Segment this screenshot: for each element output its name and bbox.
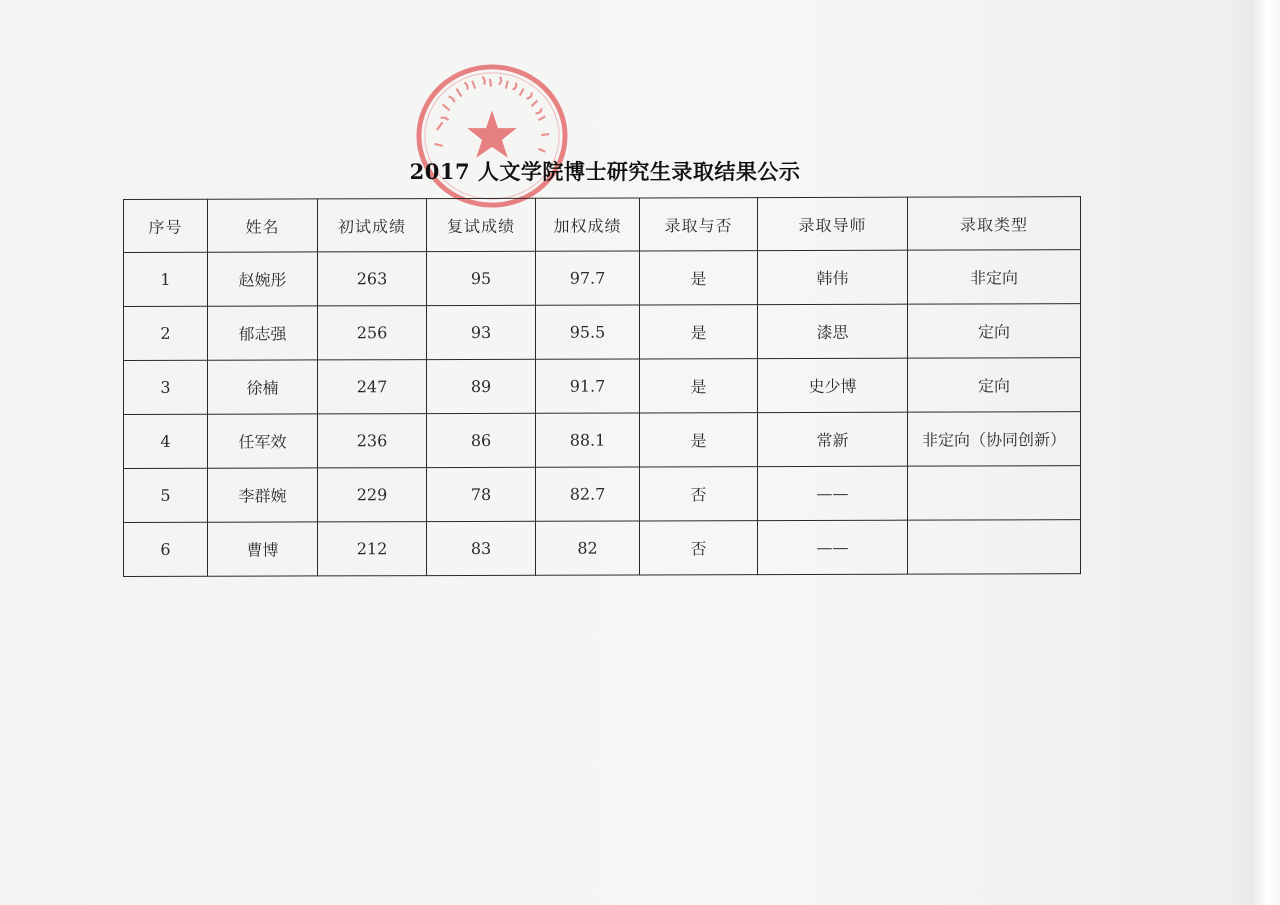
cell-admitted: 否 [640,521,758,575]
cell-initial-score: 212 [318,522,427,576]
header-supervisor: 录取导师 [758,197,908,250]
table-row [124,466,1081,523]
cell-supervisor: 常新 [758,412,908,466]
cell-index: 3 [124,360,208,414]
cell-weighted-score: 97.7 [536,251,640,305]
cell-initial-score: 256 [318,306,427,360]
table-row [124,358,1081,415]
cell-index: 2 [124,306,208,360]
cell-retest-score: 78 [427,467,536,521]
cell-supervisor: 韩伟 [758,250,908,304]
admission-results-table [123,196,1081,577]
paper-edge [1252,0,1280,905]
cell-admitted: 是 [640,305,758,359]
cell-supervisor: 史少博 [758,358,908,412]
cell-initial-score: 247 [318,360,427,414]
header-admission-type: 录取类型 [908,197,1081,251]
cell-weighted-score: 82.7 [536,467,640,521]
cell-weighted-score: 82 [536,521,640,575]
cell-admission-type [908,466,1081,521]
official-seal [413,61,571,211]
header-weighted-score: 加权成绩 [536,198,640,251]
table-row [124,250,1081,307]
cell-supervisor: —— [758,520,908,574]
cell-supervisor: —— [758,466,908,520]
cell-index: 5 [124,468,208,522]
table-row [124,304,1081,361]
header-name: 姓名 [208,199,318,252]
header-admitted: 录取与否 [640,198,758,251]
header-index: 序号 [124,199,208,252]
cell-name: 徐楠 [208,360,318,414]
cell-admitted: 否 [640,467,758,521]
cell-retest-score: 93 [427,305,536,359]
cell-admission-type: 定向 [908,358,1081,413]
cell-supervisor: 漆思 [758,304,908,358]
cell-initial-score: 263 [318,252,427,306]
cell-initial-score: 236 [318,414,427,468]
cell-retest-score: 83 [427,521,536,575]
cell-admission-type: 非定向 [908,250,1081,305]
cell-weighted-score: 88.1 [536,413,640,467]
page-title: 2017 人文学院博士研究生录取结果公示 [409,159,801,184]
table-row [124,412,1081,469]
cell-admitted: 是 [640,251,758,305]
cell-admission-type: 定向 [908,304,1081,359]
cell-index: 1 [124,252,208,306]
cell-admitted: 是 [640,413,758,467]
cell-name: 李群婉 [208,468,318,522]
cell-admission-type [908,520,1081,575]
cell-index: 6 [124,522,208,576]
table-row [124,520,1081,577]
cell-index: 4 [124,414,208,468]
cell-admission-type: 非定向（协同创新） [908,412,1081,467]
cell-weighted-score: 91.7 [536,359,640,413]
cell-admitted: 是 [640,359,758,413]
cell-retest-score: 89 [427,359,536,413]
cell-name: 赵婉彤 [208,252,318,306]
cell-name: 曹博 [208,522,318,576]
header-initial-score: 初试成绩 [318,199,427,252]
cell-retest-score: 86 [427,413,536,467]
cell-retest-score: 95 [427,251,536,305]
cell-initial-score: 229 [318,468,427,522]
cell-name: 郁志强 [208,306,318,360]
header-retest-score: 复试成绩 [427,198,536,251]
table-header-row [124,197,1081,253]
cell-name: 任军效 [208,414,318,468]
cell-weighted-score: 95.5 [536,305,640,359]
